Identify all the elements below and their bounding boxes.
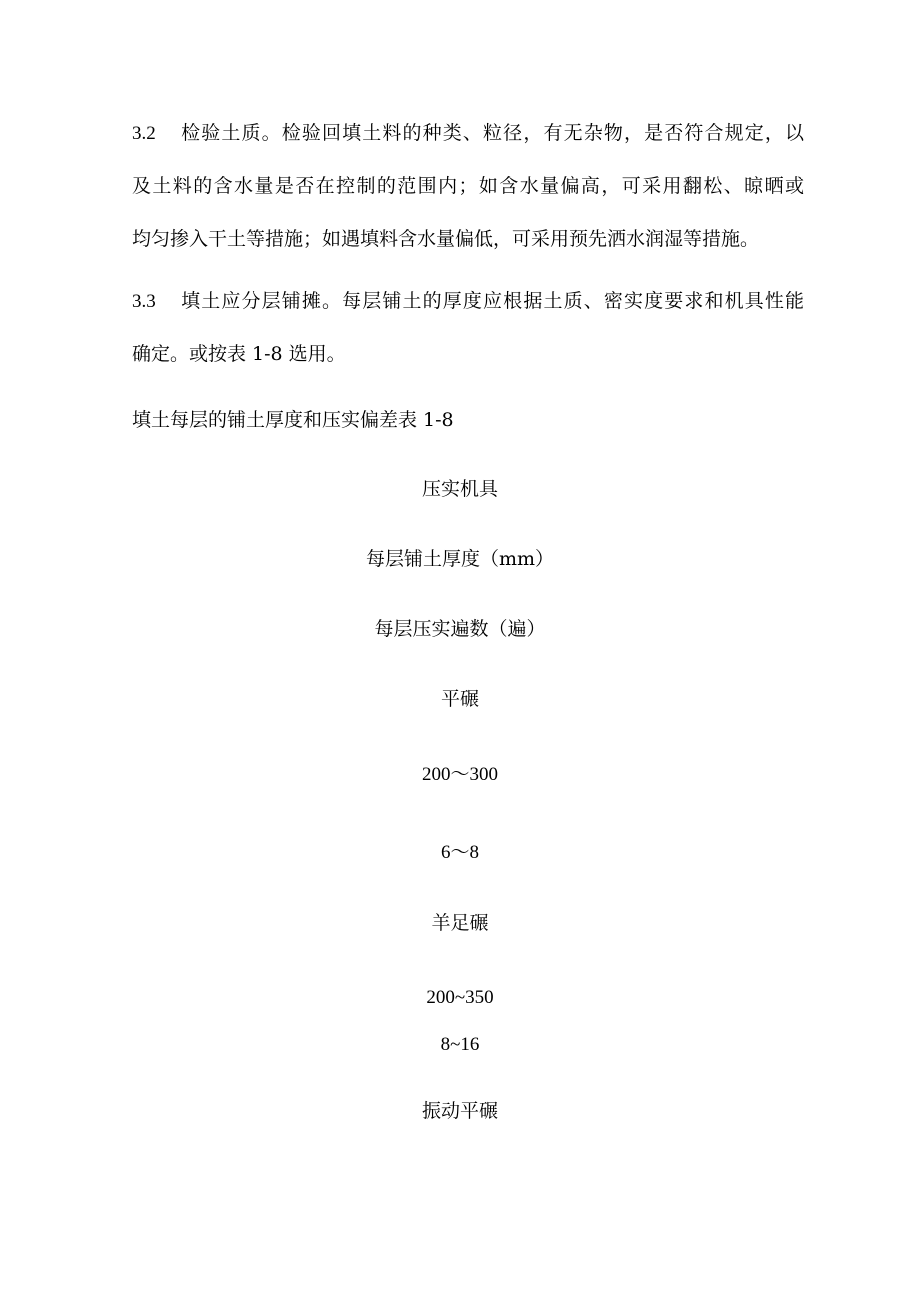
paragraph-text: 检验土质。检验回填土料的种类、粒径，有无杂物，是否符合规定，以 [180,122,804,144]
table-caption: 填土每层的铺土厚度和压实偏差表 1-8 [132,409,454,431]
table-cell-machine: 振动平碾 [421,1100,498,1122]
table-header-thickness: 每层铺土厚度（mm） [365,548,555,570]
table-cell-thickness: 200～300 [421,764,498,785]
table-header-machinery: 压实机具 [421,478,498,500]
section-number: 3.2 [132,123,156,144]
table-cell-passes: 6～8 [440,842,479,863]
paragraph-line [132,288,804,314]
paragraph-3-2 [132,120,804,252]
table-cell-thickness: 200~350 [426,987,494,1008]
table-cell-passes: 8~16 [440,1034,480,1055]
paragraph-line: 及土料的含水量是否在控制的范围内；如含水量偏高，可采用翻松、晾晒或 [132,175,804,197]
paragraph-line: 确定。或按表 1-8 选用。 [132,343,346,365]
table-cell-machine: 羊足碾 [431,912,489,934]
paragraph-text: 填土应分层铺摊。每层铺土的厚度应根据土质、密实度要求和机具性能 [180,290,804,312]
paragraph-line: 均匀掺入干土等措施；如遇填料含水量偏低，可采用预先洒水润湿等措施。 [132,228,760,250]
section-number: 3.3 [132,291,156,312]
table-header-passes: 每层压实遍数（遍） [374,618,546,640]
table-cell-machine: 平碾 [440,688,479,710]
paragraph-3-3 [132,288,804,367]
paragraph-line [132,120,804,146]
